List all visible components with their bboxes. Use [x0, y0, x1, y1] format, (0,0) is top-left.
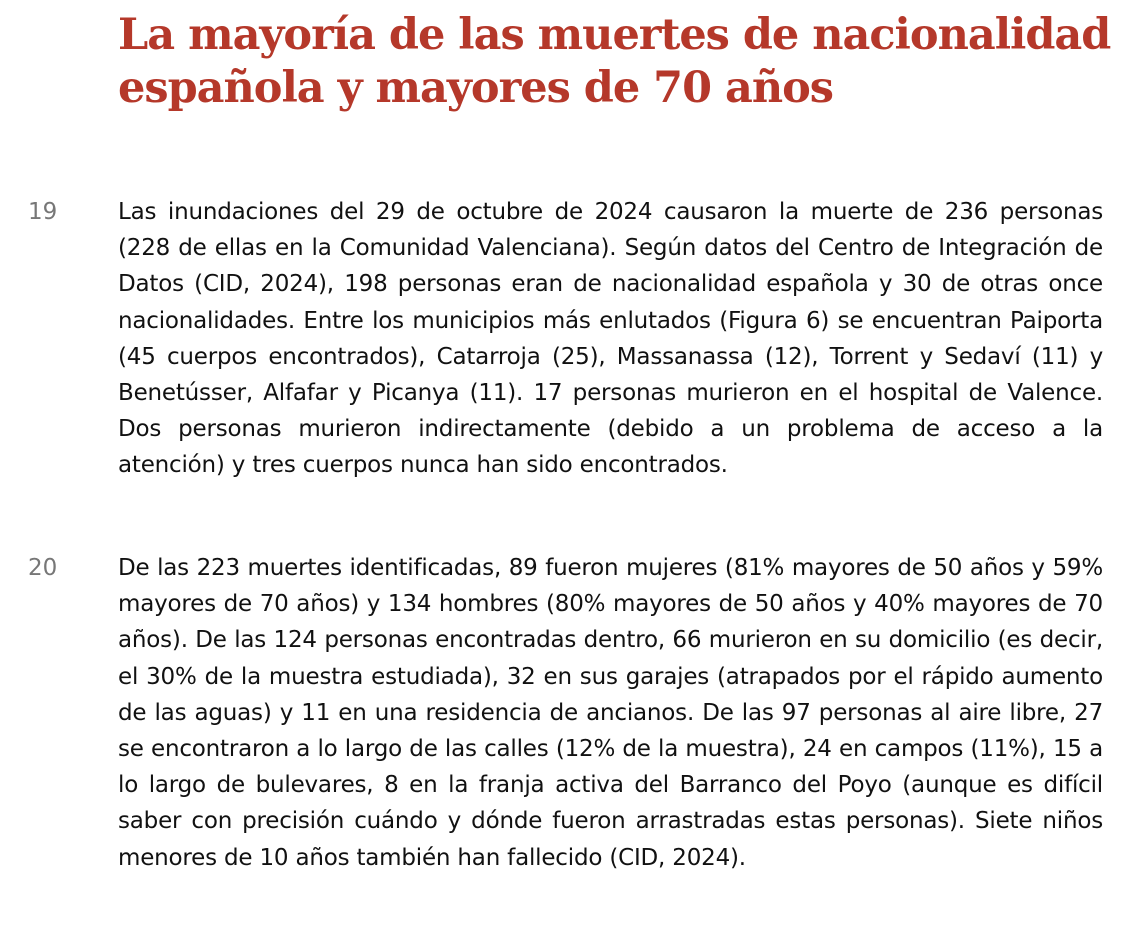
paragraph-text: De las 223 muertes identificadas, 89 fueron mujeres (81% mayores de 50 años y 59% mayores de 70 años) y 134 hombres (80% mayores de 50 años y 40% mayores de 70 años). De las 124 personas encontradas dentro, 66 murieron en su domicilio (es decir, el 30% de la muestra estudiada), 32 en sus garajes (atrapados por el rápido aumento de las aguas) y 11 en una residencia de ancianos. De las 97 personas al aire libre, 27 se encontraron a lo largo de las calles (12% de la muestra), 24 en campos (11%), 15 a lo largo de bulevares, 8 en la franja activa del Barranco del Poyo (aunque es difícil saber con precisión cuándo y dónde fueron arrastradas estas personas). Siete niños menores de 10 años también han fallecido (CID, 2024). — [118, 555, 1103, 871]
paragraph-text: Las inundaciones del 29 de octubre de 2024 causaron la muerte de 236 personas (228 de ellas en la Comunidad Valenciana). Según datos del Centro de Integración de Datos (CID, 2024), 198 personas eran de nacionalidad española y 30 de otras once nacionalidades. Entre los municipios más enlutados (Figura 6) se encuentran Paiporta (45 cuerpos encontrados), Catarroja (25), Massanassa (12), Torrent y Sedaví (11) y Benetússer, Alfafar y Picanya (11). 17 personas murieron en el hospital de Valence. Dos personas murieron indirectamente (debido a un problema de acceso a la atención) y tres cuerpos nunca han sido encontrados. — [118, 199, 1103, 479]
paragraph-number: 19 — [28, 199, 58, 225]
paragraph-number: 20 — [28, 555, 58, 581]
section-heading: La mayoría de las muertes de nacionalidad española y mayores de 70 años — [118, 10, 1111, 113]
